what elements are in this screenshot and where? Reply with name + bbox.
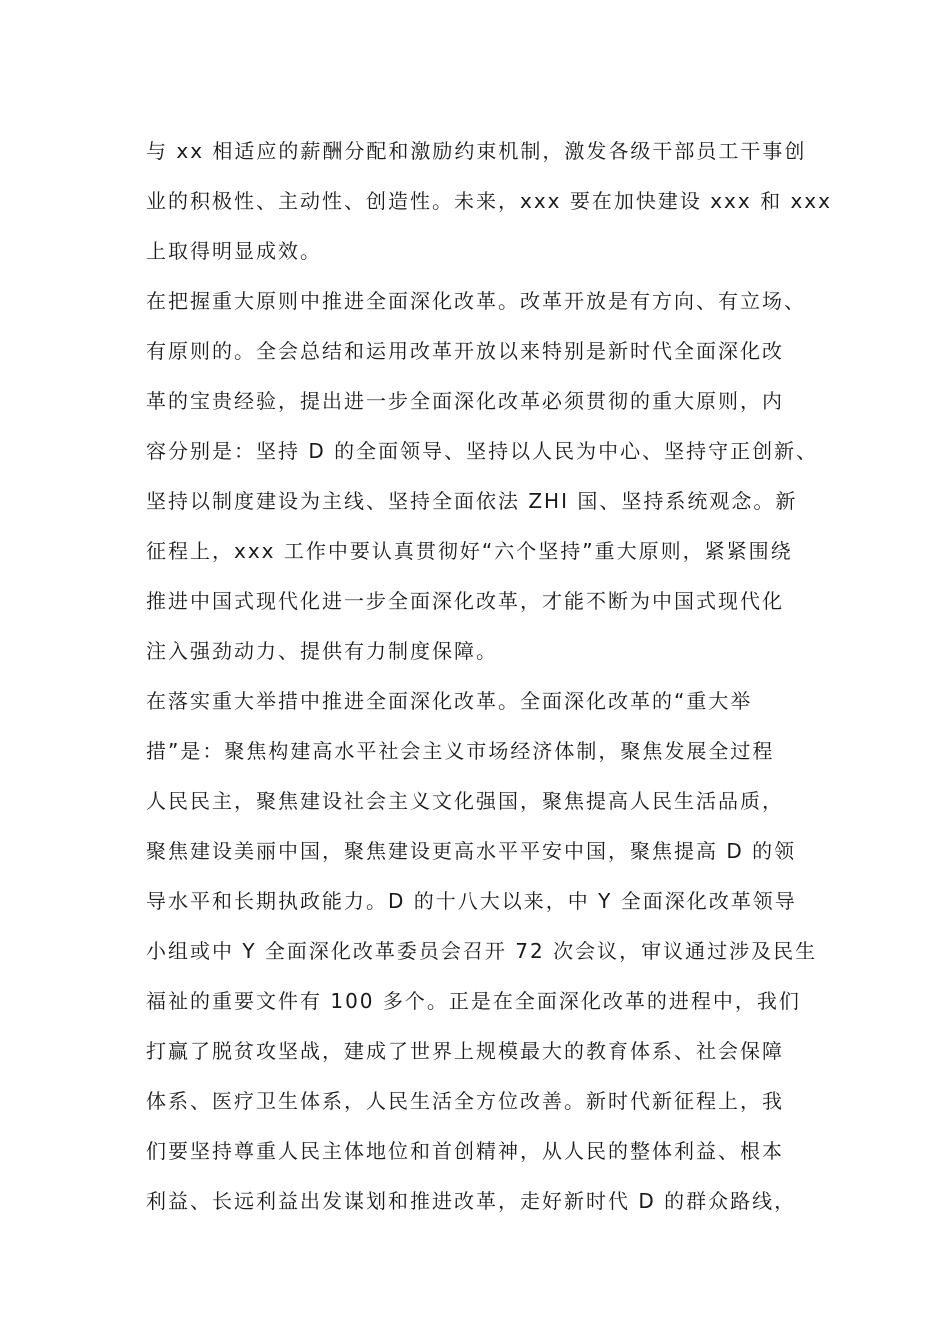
text-line: 革的宝贵经验，提出进一步全面深化改革必须贯彻的重大原则，内 [146,389,784,413]
text-line: 利益、长远利益出发谋划和推进改革，走好新时代 D 的群众路线， [146,1189,797,1213]
text-line: 聚焦建设美丽中国，聚焦建设更高水平平安中国，聚焦提高 D 的领 [146,839,797,863]
text-line: 容分别是：坚持 D 的全面领导、坚持以人民为中心、坚持守正创新、 [146,439,819,463]
text-line: 与 xx 相适应的薪酬分配和激励约束机制，激发各级干部员工干事创 [146,139,807,163]
text-line: 措”是：聚焦构建高水平社会主义市场经济体制，聚焦发展全过程 [146,739,775,763]
text-line: 在落实重大举措中推进全面深化改革。全面深化改革的“重大举 [146,689,753,713]
text-line: 注入强劲动力、提供有力制度保障。 [146,639,498,663]
text-line: 福祉的重要文件有 100 多个。正是在全面深化改革的进程中，我们 [146,989,801,1013]
text-line: 们要坚持尊重人民主体地位和首创精神，从人民的整体利益、根本 [146,1139,784,1163]
text-line: 小组或中 Y 全面深化改革委员会召开 72 次会议，审议通过涉及民生 [146,939,818,963]
text-line: 有原则的。全会总结和运用改革开放以来特别是新时代全面深化改 [146,339,784,363]
body-text [146,126,836,1226]
text-line: 推进中国式现代化进一步全面深化改革，才能不断为中国式现代化 [146,589,784,613]
text-line: 业的积极性、主动性、创造性。未来，xxx 要在加快建设 xxx 和 xxx [146,189,832,213]
text-line: 体系、医疗卫生体系，人民生活全方位改善。新时代新征程上，我 [146,1089,784,1113]
text-line: 坚持以制度建设为主线、坚持全面依法 ZHI 国、坚持系统观念。新 [146,489,798,513]
text-line: 在把握重大原则中推进全面深化改革。改革开放是有方向、有立场、 [146,289,806,313]
text-line: 上取得明显成效。 [146,239,322,263]
text-line: 导水平和长期执政能力。D 的十八大以来，中 Y 全面深化改革领导 [146,889,797,913]
text-line: 征程上，xxx 工作中要认真贯彻好“六个坚持”重大原则，紧紧围绕 [146,539,793,563]
text-line: 人民民主，聚焦建设社会主义文化强国，聚焦提高人民生活品质， [146,789,784,813]
text-line: 打赢了脱贫攻坚战，建成了世界上规模最大的教育体系、社会保障 [146,1039,784,1063]
